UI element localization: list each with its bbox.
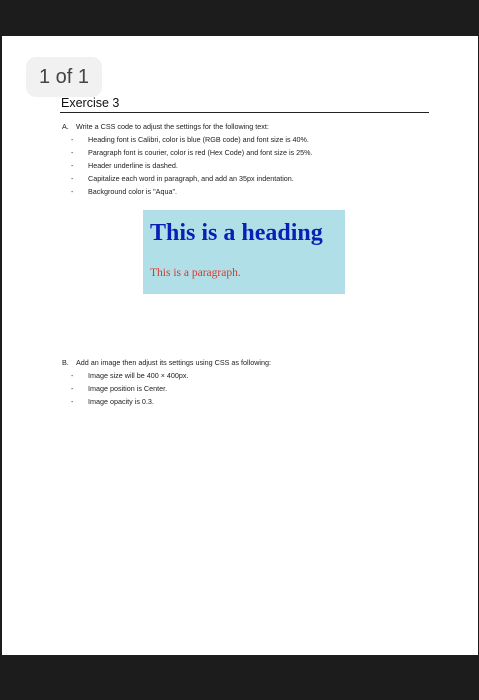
bullet-dash: - [71,135,74,144]
list-item [71,159,313,172]
list-item [71,146,313,159]
section-a-heading [62,120,313,133]
list-item [71,395,271,408]
bullet-dash: - [71,187,74,196]
page-counter [26,57,102,97]
list-item-text: Heading font is Calibri, color is blue (RGB code) and font size is 40%. [88,135,309,144]
title-underline [60,112,429,113]
list-item-text: Header underline is dashed. [88,161,178,170]
section-b-list [62,369,271,408]
list-item [71,382,271,395]
list-item [71,172,313,185]
list-item-text: Capitalize each word in paragraph, and add an 35px indentation. [88,174,294,183]
section-b-heading [62,356,271,369]
list-item-text: Background color is "Aqua". [88,187,178,196]
bullet-dash: - [71,174,74,183]
list-item [71,185,313,198]
section-a [62,120,313,198]
example-heading: This is a heading [150,220,323,246]
page-counter-label: 1 of 1 [38,65,90,88]
example-paragraph: This is a paragraph. [150,267,241,279]
bullet-dash: - [71,371,74,380]
list-item [71,133,313,146]
section-a-list [62,133,313,198]
document-page [2,36,478,655]
bullet-dash: - [71,397,74,406]
list-item-text: Image position is Center. [88,384,168,393]
list-item-text: Image size will be 400 × 400px. [88,371,189,380]
section-a-letter: A. [62,122,69,131]
section-b-intro: Add an image then adjust its settings using CSS as following: [76,358,271,367]
example-output-image [143,210,345,294]
list-item [71,369,271,382]
bullet-dash: - [71,384,74,393]
section-b [62,356,271,408]
bullet-dash: - [71,148,74,157]
list-item-text: Paragraph font is courier, color is red (Hex Code) and font size is 25%. [88,148,313,157]
exercise-title: Exercise 3 [61,96,120,110]
section-b-letter: B. [62,358,69,367]
list-item-text: Image opacity is 0.3. [88,397,154,406]
section-a-intro: Write a CSS code to adjust the settings for the following text: [76,122,269,131]
bullet-dash: - [71,161,74,170]
